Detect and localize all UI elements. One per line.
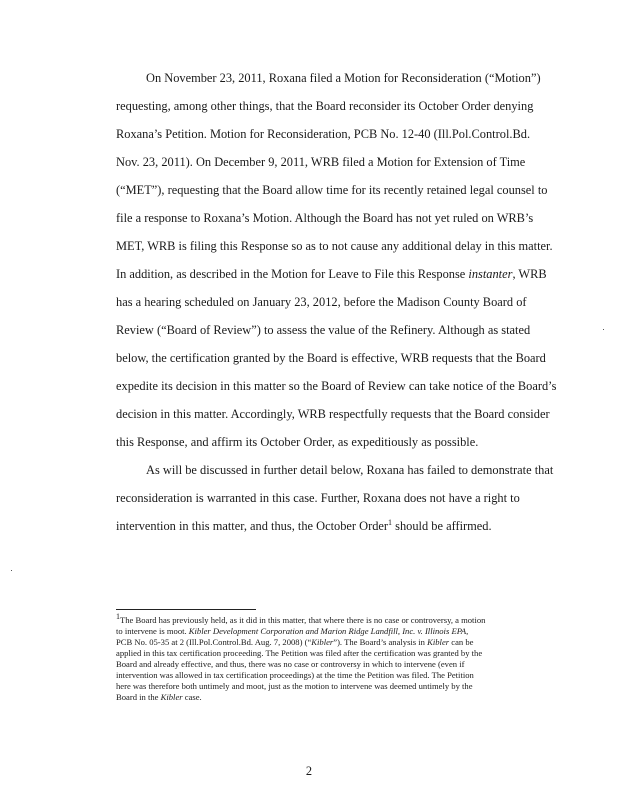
body-line-7: MET, WRB is filing this Response so as to not cause any additional delay in this matter. [116,239,553,253]
body-line-17 [116,519,556,534]
body-line-2: requesting, among other things, that the Board reconsider its October Order denying [116,99,534,113]
footnote-reference: 1 [388,517,393,527]
body-line-4: Nov. 23, 2011). On December 9, 2011, WRB filed a Motion for Extension of Time [116,155,526,169]
body-line-10: Review (“Board of Review”) to assess the value of the Refinery. Although as stated [116,323,531,337]
footnote-kibler-1: Kibler [311,637,334,647]
body-line-1: On November 23, 2011, Roxana filed a Motion for Reconsideration (“Motion”) [146,71,541,85]
footnote-line-4: applied in this tax certification proceeding. The Petition was filed after the certification was granted by the [116,648,483,658]
footnote-line-3-tail: can be [449,637,474,647]
body-line-8-tail: , WRB [512,267,547,281]
body-line-15: As will be discussed in further detail below, Roxana has failed to demonstrate that [146,463,554,477]
page-number: 2 [305,764,313,778]
body-line-16: reconsideration is warranted in this case. Further, Roxana does not have a right to [116,491,520,505]
footnote-line-2-tail: , [466,626,469,636]
instanter-italic: instanter [468,267,513,281]
scan-speck [11,570,12,571]
footnote-line-7: here was therefore both untimely and moot, just as the motion to intervene was deemed untimely by the [116,681,473,691]
footnote-kibler-2: Kibler [427,637,450,647]
scan-speck [603,329,604,330]
body-line-11: below, the certification granted by the Board is effective, WRB requests that the Board [116,351,546,365]
body-line-13: decision in this matter. Accordingly, WRB respectfully requests that the Board consider [116,407,550,421]
footnote-line-6: intervention was allowed in tax certification proceedings) at the time the Petition was filed. The Petition [116,670,474,680]
body-line-17-tail: should be affirmed. [392,519,492,533]
footnote-line-5: Board and already effective, and thus, there was no case or controversy in which to intervene (even if [116,659,465,669]
body-line-17-text: intervention in this matter, and thus, the October Order [116,519,389,533]
footnote-line-8-tail: case. [182,692,202,702]
body-line-9: has a hearing scheduled on January 23, 2012, before the Madison County Board of [116,295,527,309]
footnote-line-3-mid: ”). The Board’s analysis in [333,637,428,647]
footnote-line-1-text: The Board has previously held, as it did in this matter, that where there is no case or controversy, a motion [120,615,486,625]
body-line-3: Roxana’s Petition. Motion for Reconsideration, PCB No. 12-40 (Ill.Pol.Control.Bd. [116,127,531,141]
body-line-6: file a response to Roxana’s Motion. Although the Board has not yet ruled on WRB’s [116,211,534,225]
footnote-marker: 1 [116,612,120,622]
body-line-12: expedite its decision in this matter so the Board of Review can take notice of the Board’s [116,379,557,393]
footnote-line-3-text: PCB No. 05-35 at 2 (Ill.Pol.Control.Bd. Aug. 7, 2008) (“ [116,637,312,647]
footnote-line-2 [116,626,556,637]
footnote-line-8-text: Board in the [116,692,161,702]
footnote-case-name: Kibler Development Corporation and Marion Ridge Landfill, Inc. v. Illinois EPA [188,626,467,636]
footnote-line-1 [116,612,556,626]
footnote-line-3 [116,637,556,648]
footnote-separator [116,609,256,610]
body-line-5: (“MET”), requesting that the Board allow time for its recently retained legal counsel to [116,183,548,197]
body-line-8-text: In addition, as described in the Motion for Leave to File this Response [116,267,469,281]
footnote-line-8 [116,692,556,703]
body-line-8 [116,267,556,282]
body-line-14: this Response, and affirm its October Order, as expeditiously as possible. [116,435,479,449]
footnote-kibler-3: Kibler [160,692,183,702]
footnote-line-2-text: to intervene is moot. [116,626,189,636]
